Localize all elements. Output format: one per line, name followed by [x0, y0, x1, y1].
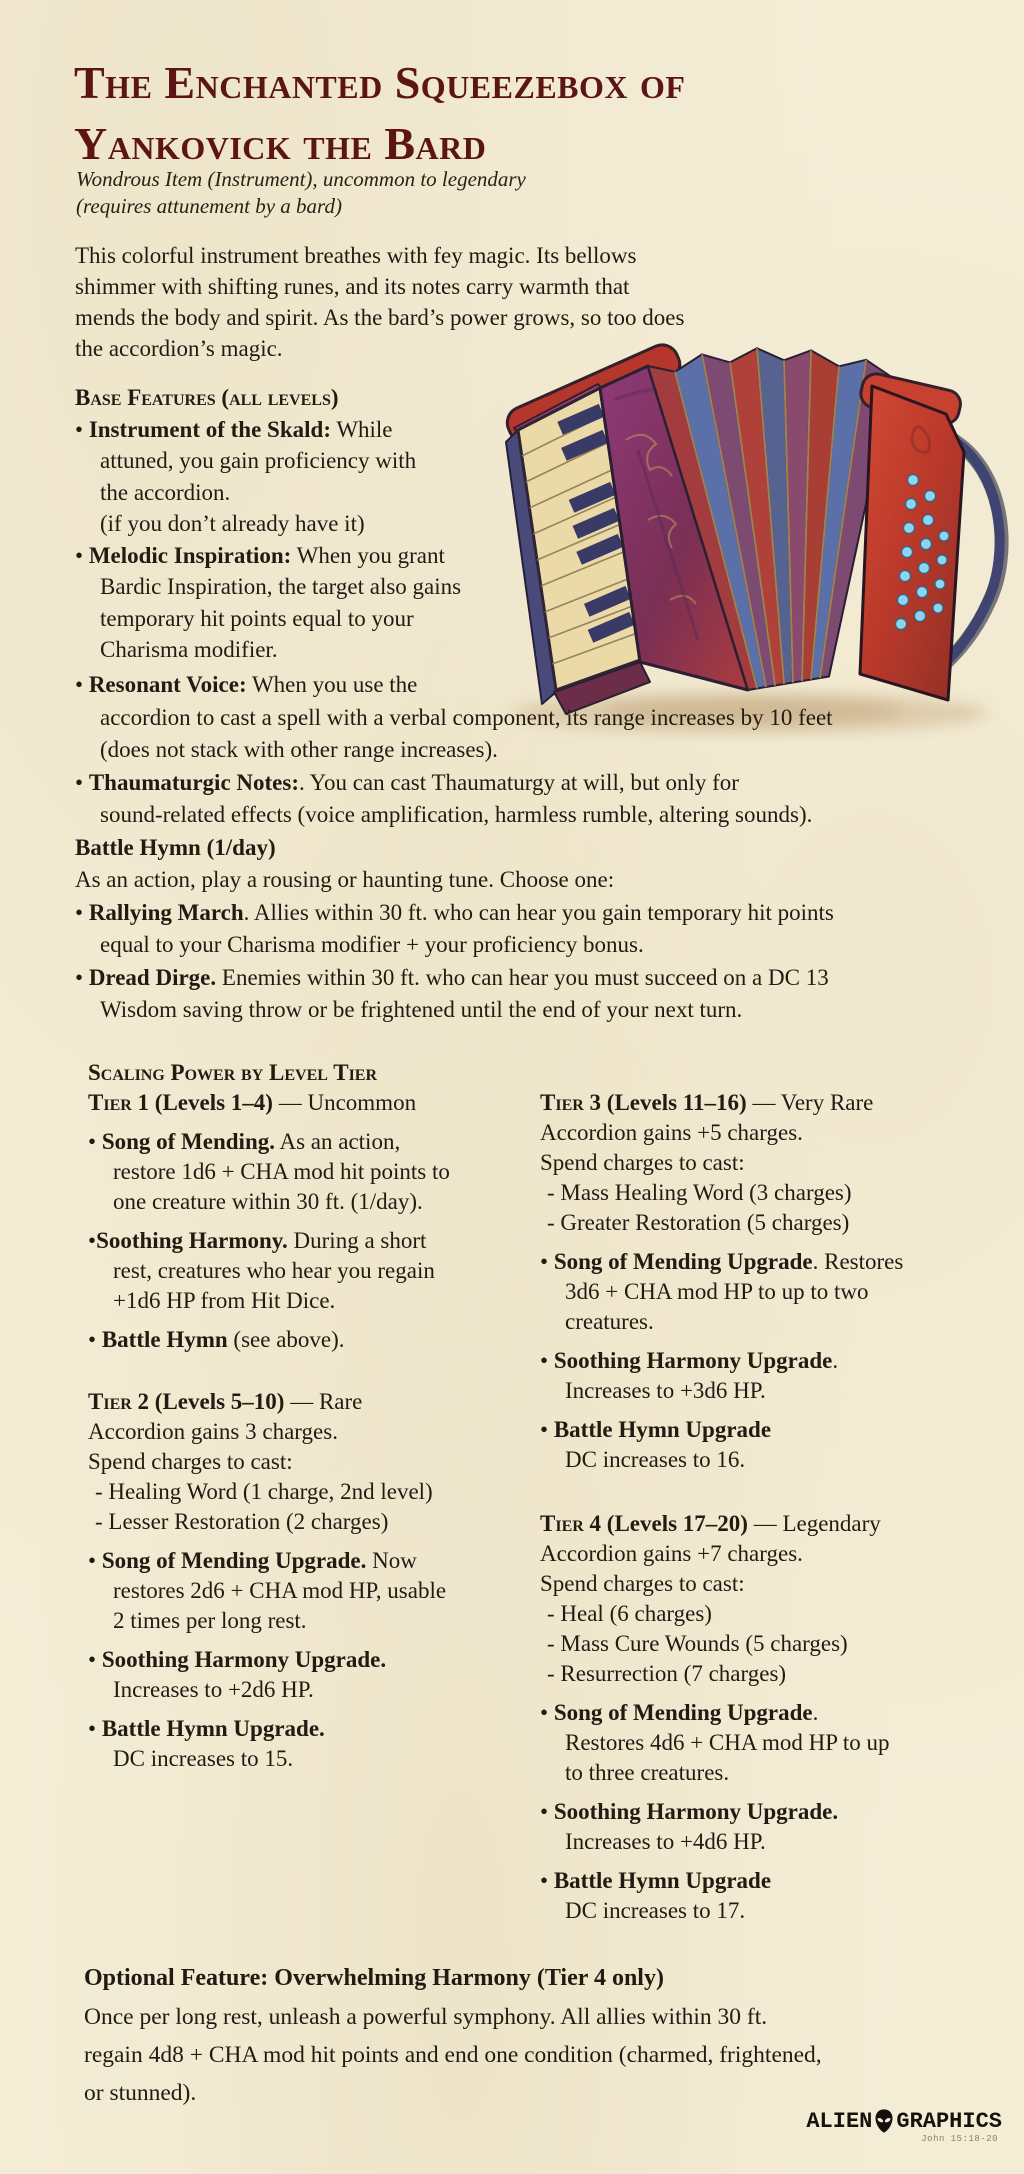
tier-levels: 4 (Levels 17–20) — [583, 1511, 748, 1536]
feature-instrument-of-the-skald — [75, 414, 527, 540]
tier-levels: 1 (Levels 1–4) — [131, 1090, 273, 1115]
feature-text: During a short rest, creatures who hear you regain +1d6 HP from Hit Dice. — [113, 1228, 435, 1313]
tier-3-title — [540, 1088, 998, 1118]
feature-text: DC increases to 17. — [565, 1898, 746, 1923]
feature-text: When you grant Bardic Inspiration, the target also gains temporary hit points equal to your Charisma modifier. — [100, 542, 462, 662]
base-features-section — [75, 382, 527, 666]
tier-4-title — [540, 1509, 998, 1539]
tier1-battle-hymn — [88, 1325, 532, 1355]
tier-rarity: — Legendary — [747, 1511, 881, 1536]
tier-word: Tier — [88, 1090, 132, 1115]
feature-name: Thaumaturgic Notes: — [88, 769, 299, 795]
tier-levels: 3 (Levels 11–16) — [583, 1090, 747, 1115]
tier3-soothing-harmony-upgrade — [540, 1346, 998, 1406]
feature-text: . Restores 3d6 + CHA mod HP to up to two creatures. — [565, 1249, 904, 1334]
battle-hymn-dread-dirge — [75, 962, 1023, 1027]
battle-hymn-heading: Battle Hymn (1/day) — [75, 834, 276, 860]
option-text: . Allies within 30 ft. who can hear you gain temporary hit points equal to your Charisma modifier + your proficiency bonus. — [100, 899, 834, 957]
tier2-battle-hymn-upgrade — [88, 1714, 532, 1774]
optional-feature-heading: Optional Feature: Overwhelming Harmony (Tier 4 only) — [84, 1965, 664, 1991]
feature-name: Soothing Harmony Upgrade. — [553, 1799, 839, 1824]
brand-logo — [772, 2108, 1002, 2144]
tier-4-charges-text: Accordion gains +7 charges. Spend charges to cast: — [540, 1541, 803, 1596]
item-type-subtitle: Wondrous Item (Instrument), uncommon to legendary (requires attunement by a bard) — [76, 167, 526, 218]
tier1-soothing-harmony — [88, 1226, 532, 1316]
base-features-heading: Base Features (all levels) — [75, 385, 339, 410]
page-title: The Enchanted Squeezebox of Yankovick the Bard — [74, 57, 686, 169]
tier2-song-of-mending-upgrade — [88, 1546, 532, 1636]
tier-4-section — [540, 1509, 998, 1926]
feature-name: Instrument of the Skald: — [88, 416, 331, 442]
brand-graphics-text: GRAPHICS — [896, 2108, 1002, 2134]
feature-text: Increases to +4d6 HP. — [565, 1829, 766, 1854]
tier-3-spell-list: - Mass Healing Word (3 charges) - Greater Restoration (5 charges) — [547, 1180, 852, 1235]
tier-1-title — [88, 1088, 532, 1118]
tier-2-title — [88, 1387, 532, 1417]
option-text: Enemies within 30 ft. who can hear you must succeed on a DC 13 Wisdom saving throw or be frightened until the end of your next turn. — [100, 964, 829, 1022]
brand-verse: John 15:18-20 — [921, 2134, 998, 2144]
feature-text: . Restores 4d6 + CHA mod HP to up to three creatures. — [565, 1700, 890, 1785]
feature-text: . Increases to +3d6 HP. — [565, 1348, 839, 1403]
tier-3-section — [540, 1088, 998, 1475]
option-name: Dread Dirge. — [88, 964, 217, 990]
feature-name: Song of Mending. — [101, 1129, 275, 1154]
feature-name: Melodic Inspiration: — [88, 542, 292, 568]
feature-name: Battle Hymn Upgrade — [553, 1868, 772, 1893]
feature-name: Battle Hymn Upgrade — [553, 1417, 772, 1442]
tier-rarity: — Very Rare — [746, 1090, 874, 1115]
tier-rarity: — Uncommon — [272, 1090, 417, 1115]
scaling-right-column — [540, 1088, 998, 1926]
feature-name: Battle Hymn — [101, 1327, 228, 1352]
tier4-battle-hymn-upgrade — [540, 1866, 998, 1926]
scaling-left-column — [88, 1058, 532, 1774]
feature-melodic-inspiration — [75, 540, 527, 666]
tier-2-spell-list: - Healing Word (1 charge, 2nd level) - Lesser Restoration (2 charges) — [95, 1479, 433, 1534]
feature-text: (see above). — [227, 1327, 345, 1352]
tier-word: Tier — [540, 1090, 584, 1115]
features-wide-section — [75, 669, 1023, 1027]
feature-text: DC increases to 16. — [565, 1447, 746, 1472]
tier-word: Tier — [540, 1511, 584, 1536]
brand-alien-text: ALIEN — [806, 2108, 873, 2134]
feature-name: Soothing Harmony. — [96, 1228, 288, 1253]
option-name: Rallying March — [88, 899, 244, 925]
tier-2-charges-text: Accordion gains 3 charges. Spend charges to cast: — [88, 1419, 338, 1474]
feature-text: As an action, restore 1d6 + CHA mod hit points to one creature within 30 ft. (1/day). — [113, 1129, 450, 1214]
alien-head-icon — [874, 2108, 894, 2134]
tier-word: Tier — [88, 1389, 132, 1414]
tier-3-charges-text: Accordion gains +5 charges. Spend charges to cast: — [540, 1120, 803, 1175]
tier2-soothing-harmony-upgrade — [88, 1645, 532, 1705]
tier4-song-of-mending-upgrade — [540, 1698, 998, 1788]
feature-text: When you use the accordion to cast a spell with a verbal component, its range increases by 10 feet (does not stack with other range increases). — [100, 672, 833, 762]
feature-name: Song of Mending Upgrade. — [101, 1548, 367, 1573]
feature-text: Now restores 2d6 + CHA mod HP, usable 2 times per long rest. — [113, 1548, 447, 1633]
feature-name: Soothing Harmony Upgrade — [553, 1348, 833, 1373]
feature-name: Resonant Voice: — [88, 672, 247, 697]
optional-feature-section — [84, 1960, 968, 2112]
tier-rarity: — Rare — [284, 1389, 363, 1414]
tier-1-section — [88, 1088, 532, 1355]
scaling-heading: Scaling Power by Level Tier — [88, 1060, 378, 1085]
feature-name: Song of Mending Upgrade — [553, 1249, 813, 1274]
tier3-song-of-mending-upgrade — [540, 1247, 998, 1337]
battle-hymn-intro: As an action, play a rousing or haunting tune. Choose one: — [75, 867, 615, 892]
feature-text: While attuned, you gain proficiency with the accordion. (if you don’t already have it) — [100, 416, 417, 536]
tier4-soothing-harmony-upgrade — [540, 1797, 998, 1857]
brand-wordmark — [806, 2108, 1002, 2134]
right-body-panel — [858, 371, 964, 700]
feature-name: Song of Mending Upgrade — [553, 1700, 813, 1725]
intro-paragraph: This colorful instrument breathes with fey magic. Its bellows shimmer with shifting runes, and its notes carry warmth that mends the body and spirit. As the bard’s power grows, so too does the accordion’s magic. — [75, 243, 685, 361]
feature-text: Increases to +2d6 HP. — [113, 1677, 314, 1702]
tier-4-spell-list: - Heal (6 charges) - Mass Cure Wounds (5 charges) - Resurrection (7 charges) — [547, 1601, 848, 1686]
feature-text: . You can cast Thaumaturgy at will, but only for sound-related effects (voice amplification, harmless rumble, altering sounds). — [100, 769, 813, 827]
feature-resonant-voice — [75, 669, 1023, 767]
feature-thaumaturgic-notes — [75, 767, 1023, 832]
tier-2-section — [88, 1387, 532, 1774]
feature-name: Soothing Harmony Upgrade. — [101, 1647, 387, 1672]
tier3-battle-hymn-upgrade — [540, 1415, 998, 1475]
tier-levels: 2 (Levels 5–10) — [131, 1389, 285, 1414]
battle-hymn-rallying-march — [75, 897, 1023, 962]
tier1-song-of-mending — [88, 1127, 532, 1217]
feature-name: Battle Hymn Upgrade. — [101, 1716, 325, 1741]
feature-text: DC increases to 15. — [113, 1746, 294, 1771]
optional-feature-body: Once per long rest, unleash a powerful symphony. All allies within 30 ft. regain 4d8 + CHA mod hit points and end one condition (charmed, frightened, or stunned). — [84, 2004, 822, 2106]
